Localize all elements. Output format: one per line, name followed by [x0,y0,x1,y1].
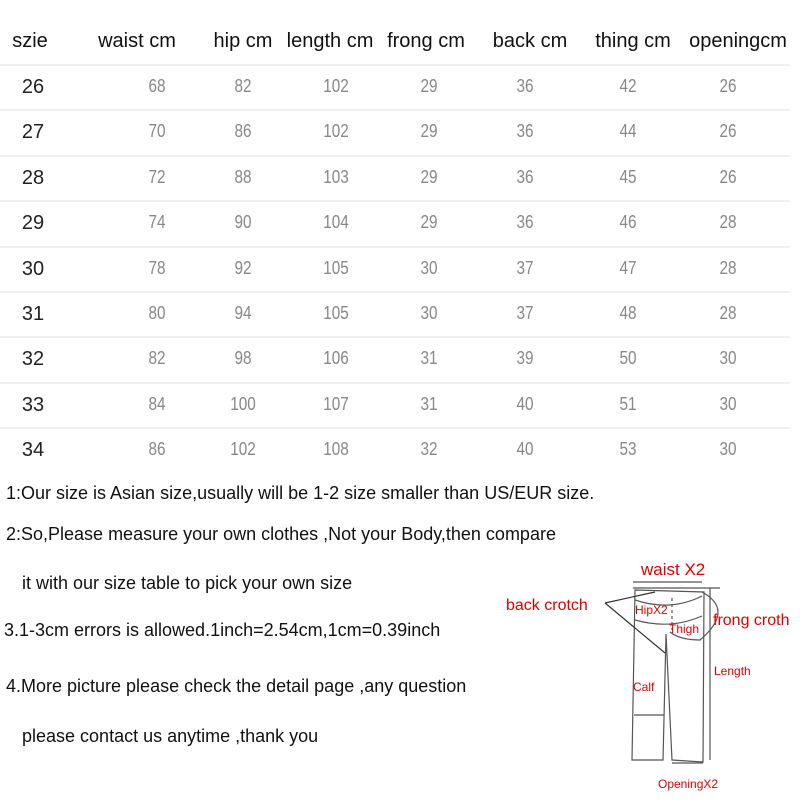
measure-cell: 29 [420,166,438,187]
measure-cell: 80 [148,303,166,323]
measure-cell: 28 [719,257,737,278]
note-2-cont: it with our size table to pick your own size [22,573,353,593]
measure-cell: 29 [420,121,438,142]
measure-cell: 30 [719,348,737,369]
measure-cell: 31 [420,348,438,369]
measure-cell: 36 [516,212,534,233]
size-cell: 30 [21,257,45,280]
table-row [0,293,800,338]
measure-cell: 45 [619,166,637,187]
note-2: 2:So,Please measure your own clothes ,Not your Body,then compare [6,524,556,544]
measure-cell: 88 [234,166,252,187]
calf-label: Calf [633,680,655,694]
measure-cell: 78 [148,257,166,278]
front-crotch-label: frong croth [713,612,790,629]
measure-cell: 48 [619,303,637,323]
measure-cell: 36 [516,121,534,142]
note-4-cont: please contact us anytime ,thank you [22,726,319,746]
measure-cell: 32 [420,439,438,460]
measure-cell: 29 [420,212,438,233]
table-row [0,111,800,156]
measure-cell: 39 [516,348,534,369]
measure-cell: 100 [230,393,256,414]
measure-cell: 26 [719,166,737,187]
measure-cell: 36 [516,76,534,96]
measure-cell: 44 [619,121,637,142]
note-4: 4.More picture please check the detail page ,any question [6,676,467,696]
measure-cell: 30 [420,303,438,323]
measure-cell: 29 [420,76,438,96]
measure-cell: 107 [323,393,349,414]
size-cell: 27 [21,121,45,144]
measure-cell: 103 [323,166,349,187]
thigh-label: Thigh [669,622,700,636]
opening-label: OpeningX2 [658,777,719,791]
measure-cell: 98 [234,348,252,369]
size-cell: 26 [21,76,45,98]
measure-cell: 105 [323,303,349,323]
table-row [0,384,800,429]
back-crotch-label: back crotch [506,597,588,614]
measure-cell: 37 [516,257,534,278]
size-cell: 33 [21,393,45,416]
measure-cell: 50 [619,348,637,369]
measure-cell: 86 [234,121,252,142]
measure-cell: 68 [148,76,166,96]
measure-cell: 72 [148,166,166,187]
measure-cell: 104 [323,212,349,233]
size-cell: 29 [21,212,45,235]
measure-cell: 102 [323,121,349,142]
measure-cell: 102 [323,76,349,96]
measure-cell: 51 [619,393,637,414]
measure-cell: 28 [719,212,737,233]
measure-cell: 108 [323,439,349,460]
measure-cell: 28 [719,303,737,323]
note-1: 1:Our size is Asian size,usually will be 1-2 size smaller than US/EUR size. [6,483,595,503]
table-row [0,248,800,293]
column-header: szie [12,30,48,52]
waist-label: waist X2 [641,560,706,579]
measure-cell: 46 [619,212,637,233]
column-header: hip cm [213,30,273,52]
measure-cell: 105 [323,257,349,278]
column-header: thing cm [595,30,671,52]
measure-cell: 47 [619,257,637,278]
table-row [0,429,800,474]
measure-cell: 26 [719,76,737,96]
length-label: Length [714,664,751,678]
column-header: length cm [286,30,374,52]
size-cell: 31 [21,303,45,325]
measure-cell: 30 [420,257,438,278]
measure-cell: 82 [148,348,166,369]
column-header: waist cm [98,30,176,52]
measure-cell: 90 [234,212,252,233]
measure-cell: 36 [516,166,534,187]
measure-cell: 94 [234,303,252,323]
measure-cell: 92 [234,257,252,278]
measure-cell: 106 [323,348,349,369]
column-header: back cm [492,30,568,52]
note-3: 3.1-3cm errors is allowed.1inch=2.54cm,1cm=0.39inch [4,620,441,640]
measure-cell: 86 [148,439,166,460]
measure-cell: 30 [719,393,737,414]
size-cell: 32 [21,348,45,371]
measure-cell: 40 [516,439,534,460]
hip-label: HipX2 [635,603,668,617]
measure-cell: 84 [148,393,166,414]
size-cell: 34 [21,439,45,462]
measure-cell: 30 [719,439,737,460]
measure-cell: 53 [619,439,637,460]
column-header: openingcm [689,30,787,52]
measure-cell: 74 [148,212,166,233]
table-row [0,66,800,111]
measure-cell: 102 [230,439,256,460]
measure-cell: 40 [516,393,534,414]
measure-cell: 37 [516,303,534,323]
table-row [0,338,800,383]
measure-cell: 31 [420,393,438,414]
size-cell: 28 [21,166,45,189]
measure-cell: 26 [719,121,737,142]
column-header: frong cm [387,30,465,52]
measure-cell: 70 [148,121,166,142]
measure-cell: 82 [234,76,252,96]
measure-cell: 42 [619,76,637,96]
table-row [0,157,800,202]
table-row [0,202,800,247]
